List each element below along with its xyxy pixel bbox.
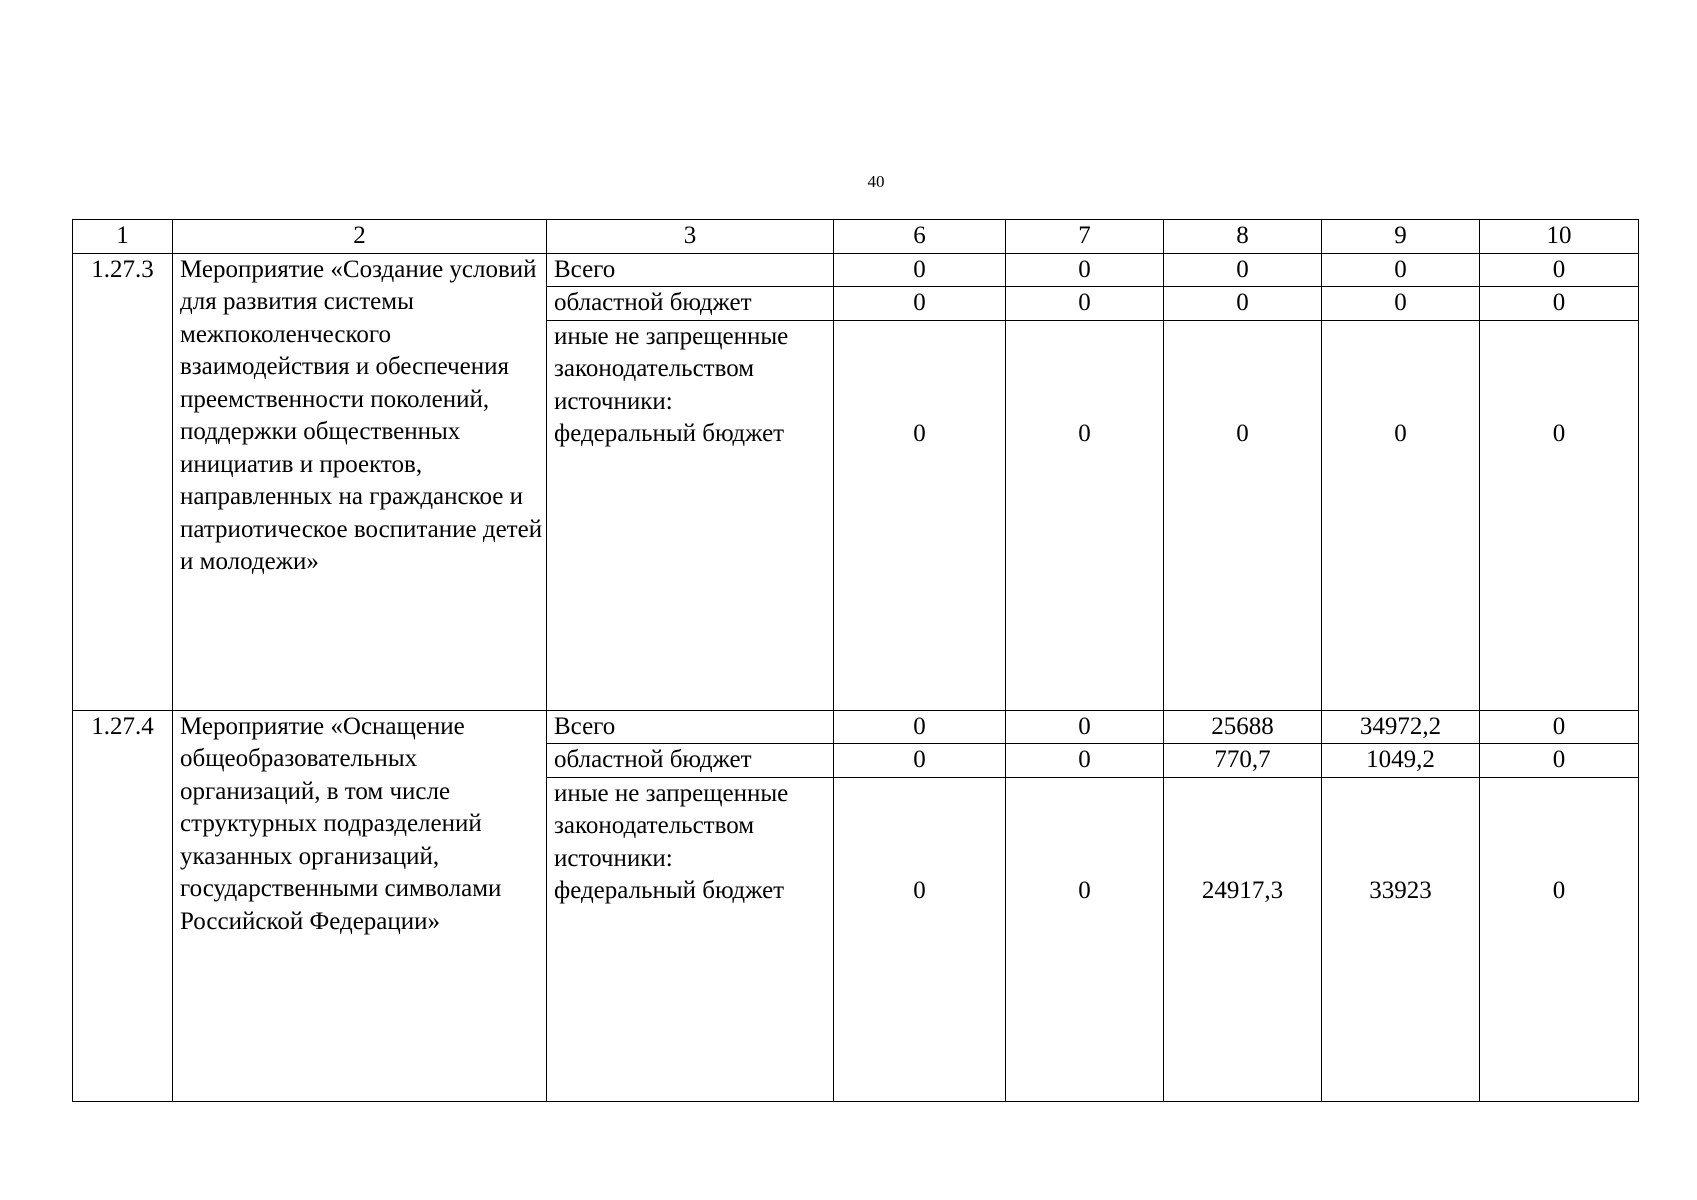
value-cell: 0 <box>834 777 1006 1101</box>
value-cell: 0 <box>1164 253 1322 287</box>
value-cell: 770,7 <box>1164 744 1322 778</box>
value-cell: 0 <box>1480 253 1639 287</box>
header-cell: 6 <box>834 220 1006 254</box>
value-cell: 0 <box>1480 777 1639 1101</box>
value-cell: 0 <box>1164 320 1322 710</box>
value-cell: 0 <box>1006 744 1164 778</box>
header-row <box>73 220 1639 254</box>
value-cell: 24917,3 <box>1164 777 1322 1101</box>
source-label <box>547 320 834 710</box>
header-cell: 1 <box>73 220 173 254</box>
value-cell: 0 <box>1480 287 1639 321</box>
value-cell: 33923 <box>1322 777 1480 1101</box>
value-cell: 0 <box>1164 287 1322 321</box>
header-cell: 2 <box>173 220 547 254</box>
value-cell: 34972,2 <box>1322 710 1480 744</box>
source-label-line: иные не запрещенные <box>554 322 789 350</box>
header-cell: 3 <box>547 220 834 254</box>
header-cell: 10 <box>1480 220 1639 254</box>
source-label-line: законодательством <box>554 355 755 382</box>
value-cell: 0 <box>1480 710 1639 744</box>
value-cell: 0 <box>1006 320 1164 710</box>
page-number: 40 <box>867 172 885 191</box>
source-label-line: иные не запрещенные <box>554 779 789 807</box>
source-label-line: источники: <box>554 844 673 872</box>
budget-table <box>72 219 1639 1102</box>
source-label <box>547 777 834 1101</box>
value-cell: 0 <box>1322 287 1480 321</box>
value-cell: 0 <box>834 253 1006 287</box>
item-title: Мероприятие «Создание условий для развития системы межпоколенческого взаимодействия и обеспечения преемственности поколений, поддержки общественных инициатив и проектов, направленных на гражданское и патриотическое воспитание детей и молодежи» <box>173 253 547 710</box>
value-cell: 25688 <box>1164 710 1322 744</box>
value-cell: 0 <box>1006 777 1164 1101</box>
value-cell: 0 <box>1480 744 1639 778</box>
source-label-line: федеральный бюджет <box>554 420 785 447</box>
value-cell: 0 <box>834 320 1006 710</box>
value-cell: 0 <box>1322 320 1480 710</box>
item-title: Мероприятие «Оснащение общеобразовательных организаций, в том числе структурных подразделений указанных организаций, государственными символами Российской Федерации» <box>173 710 547 1101</box>
source-label-line: источники: <box>554 387 673 415</box>
source-label: областной бюджет <box>547 287 834 321</box>
value-cell: 0 <box>834 710 1006 744</box>
value-cell: 0 <box>834 287 1006 321</box>
value-cell: 0 <box>1006 253 1164 287</box>
header-cell: 9 <box>1322 220 1480 254</box>
item-number: 1.27.4 <box>73 710 173 1101</box>
table-row <box>73 710 1639 744</box>
table-row <box>73 253 1639 287</box>
header-cell: 8 <box>1164 220 1322 254</box>
source-label-line: федеральный бюджет <box>554 877 785 904</box>
value-cell: 0 <box>1006 287 1164 321</box>
value-cell: 0 <box>1480 320 1639 710</box>
item-number: 1.27.3 <box>73 253 173 710</box>
source-label: Всего <box>547 710 834 744</box>
value-cell: 0 <box>834 744 1006 778</box>
value-cell: 1049,2 <box>1322 744 1480 778</box>
value-cell: 0 <box>1006 710 1164 744</box>
source-label: областной бюджет <box>547 744 834 778</box>
header-cell: 7 <box>1006 220 1164 254</box>
source-label-line: законодательством <box>554 812 755 839</box>
value-cell: 0 <box>1322 253 1480 287</box>
source-label: Всего <box>547 253 834 287</box>
